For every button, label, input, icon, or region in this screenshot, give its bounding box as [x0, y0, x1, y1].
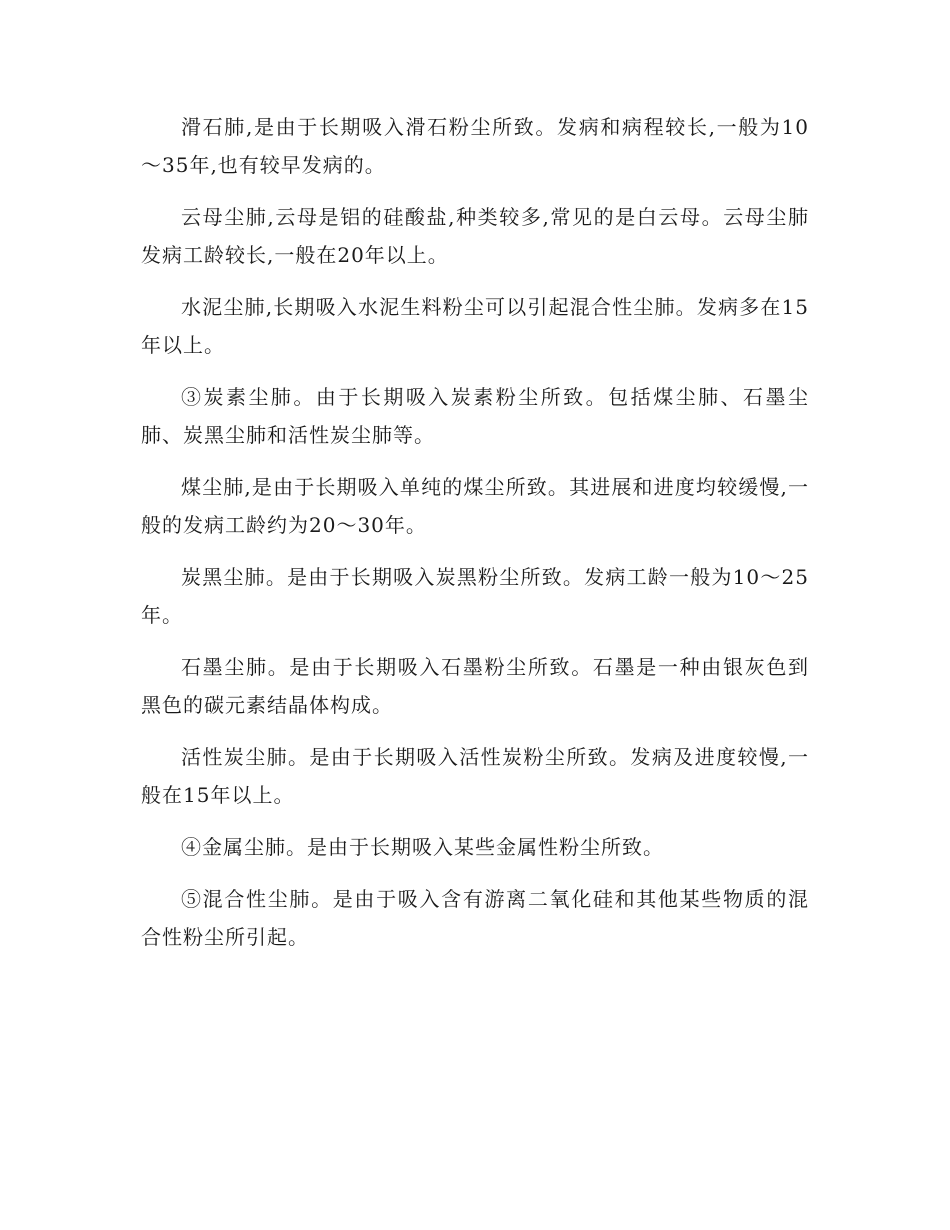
paragraph-carbon-black-pneumoconiosis: 炭黑尘肺。是由于长期吸入炭黑粉尘所致。发病工龄一般为10～25年。: [141, 565, 809, 627]
paragraph-cement-pneumoconiosis: 水泥尘肺,长期吸入水泥生料粉尘可以引起混合性尘肺。发病多在15年以上。: [141, 295, 809, 357]
paragraph-mica-pneumoconiosis: 云母尘肺,云母是铝的硅酸盐,种类较多,常见的是白云母。云母尘肺发病工龄较长,一般在20年以上。: [141, 205, 809, 267]
document-body: [141, 108, 809, 970]
paragraph-activated-carbon-pneumoconiosis: 活性炭尘肺。是由于长期吸入活性炭粉尘所致。发病及进度较慢,一般在15年以上。: [141, 745, 809, 807]
paragraph-carbon-pneumoconiosis: ③炭素尘肺。由于长期吸入炭素粉尘所致。包括煤尘肺、石墨尘肺、炭黑尘肺和活性炭尘肺等。: [141, 385, 809, 447]
paragraph-coal-pneumoconiosis: 煤尘肺,是由于长期吸入单纯的煤尘所致。其进展和进度均较缓慢,一般的发病工龄约为20～30年。: [141, 475, 809, 537]
paragraph-mixed-pneumoconiosis: ⑤混合性尘肺。是由于吸入含有游离二氧化硅和其他某些物质的混合性粉尘所引起。: [141, 887, 809, 949]
paragraph-metal-pneumoconiosis: ④金属尘肺。是由于长期吸入某些金属性粉尘所致。: [181, 835, 664, 859]
paragraph-talc-pneumoconiosis: 滑石肺,是由于长期吸入滑石粉尘所致。发病和病程较长,一般为10～35年,也有较早发病的。: [141, 115, 809, 177]
paragraph-graphite-pneumoconiosis: 石墨尘肺。是由于长期吸入石墨粉尘所致。石墨是一种由银灰色到黑色的碳元素结晶体构成。: [141, 655, 809, 717]
